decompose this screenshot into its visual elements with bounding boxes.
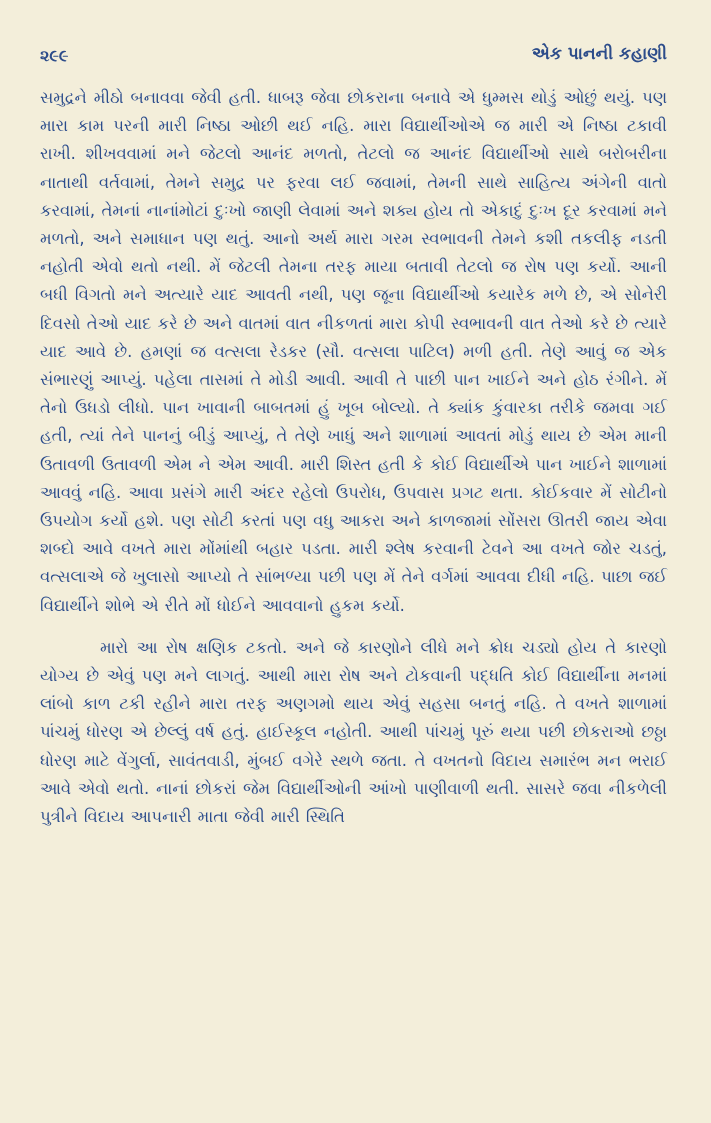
running-title: એક પાનની કહાણી bbox=[531, 44, 667, 64]
paragraph-1: સમુદ્રને મીઠો બનાવવા જેવી હતી. ધાબરૂ જેવા છોકરાના બનાવે એ ધુમ્મસ થોડું ઓછું થયું. પણ મારા કામ પરની મારી નિષ્ઠા ઓછી થઈ નહિ. મારા વિદ્યાર્થીઓએ જ મારી એ નિષ્ઠા ટકાવી રાખી. શીખવવામાં મને જેટલો આનંદ મળતો, તેટલો જ આનંદ વિદ્યાર્થીઓ સાથે બરોબરીના નાતાથી વર્તવામાં, તેમને સમુદ્ર પર ફરવા લઈ જવામાં, તેમની સાથે સાહિત્ય અંગેની વાતો કરવામાં, તેમનાં નાનાંમોટાં દુઃખો જાણી લેવામાં અને શક્ય હોય તો એકાદું દુઃખ દૂર કરવામાં મને મળતો, અને સમાધાન પણ થતું. આનો અર્થ મારા ગરમ સ્વભાવની તેમને કશી તકલીફ નડતી નહોતી એવો થતો નથી. મેં જેટલી તેમના તરફ માયા બતાવી તેટલો જ રોષ પણ કર્યો. આની બધી વિગતો મને અત્યારે યાદ આવતી નથી, પણ જૂના વિદ્યાર્થીઓ કયારેક મળે છે, એ સોનેરી દિવસો તેઓ યાદ કરે છે અને વાતમાં વાત નીકળતાં મારા કોપી સ્વભાવની વાત તેઓ કરે છે ત્યારે યાદ આવે છે. હમણાં જ વત્સલા રેડકર (સૌ. વત્સલા પાટિલ) મળી હતી. તેણે આવું જ એક સંભારણું આપ્યું. પહેલા તાસમાં તે મોડી આવી. આવી તે પાછી પાન ખાઈને અને હોઠ રંગીને. મેં તેનો ઉધડો લીધો. પાન ખાવાની બાબતમાં હું ખૂબ બોલ્યો. તે ક્યાંક કુંવારકા તરીકે જમવા ગઈ હતી, ત્યાં તેને પાનનું બીડું આપ્યું, તે તેણે ખાધું અને શાળામાં આવતાં મોડું થાય છે એમ માની ઉતાવળી ઉતાવળી એમ ને એમ આવી. મારી શિસ્ત હતી કે કોઈ વિદ્યાર્થીએ પાન ખાઈને શાળામાં આવવું નહિ. આવા પ્રસંગે મારી અંદર રહેલો ઉપરોધ, ઉપવાસ પ્રગટ થતા. કોઈકવાર મેં સોટીનો ઉપયોગ કર્યો હશે. પણ સોટી કરતાં પણ વધુ આકરા અને કાળજામાં સોંસરા ઊતરી જાય એવા શબ્દો આવે વખતે મારા મોંમાંથી બહાર પડતા. મારી શ્લેષ કરવાની ટેવને આ વખતે જોર ચડતું, વત્સલાએ જે ખુલાસો આપ્યો તે સાંભળ્યા પછી પણ મેં તેને વર્ગમાં આવવા દીધી નહિ. પાછા જઈ વિદ્યાર્થીને શોભે એ રીતે મોં ધોઈને આવવાનો હુકમ કર્યો. bbox=[40, 88, 667, 615]
page-number: ૨૯૯ bbox=[40, 46, 69, 65]
page-header bbox=[40, 34, 667, 84]
paragraph-2: મારો આ રોષ ક્ષણિક ટકતો. અને જે કારણોને લીધે મને ક્રોધ ચડ્યો હોય તે કારણો યોગ્ય છે એવું પણ મને લાગતું. આથી મારા રોષ અને ટોકવાની પદ્ધતિ કોઈ વિદ્યાર્થીના મનમાં લાંબો કાળ ટકી રહીને મારા તરફ અણગમો થાય એવું સહસા બનતું નહિ. તે વખતે શાળામાં પાંચમું ધોરણ એ છેલ્લું વર્ષ હતું. હાઈસ્કૂલ નહોતી. આથી પાંચમું પૂરું થયા પછી છોકરાઓ છઠ્ઠા ધોરણ માટે વેંગુર્લા, સાવંતવાડી, મુંબઈ વગેરે સ્થળે જતા. તે વખતનો વિદાય સમારંભ મન ભરાઈ આવે એવો થતો. નાનાં છોકરાં જેમ વિદ્યાર્થીઓની આંખો પાણીવાળી થતી. સાસરે જવા નીકળેલી પુત્રીને વિદાય આપનારી માતા જેવી મારી સ્થિતિ bbox=[40, 637, 667, 827]
